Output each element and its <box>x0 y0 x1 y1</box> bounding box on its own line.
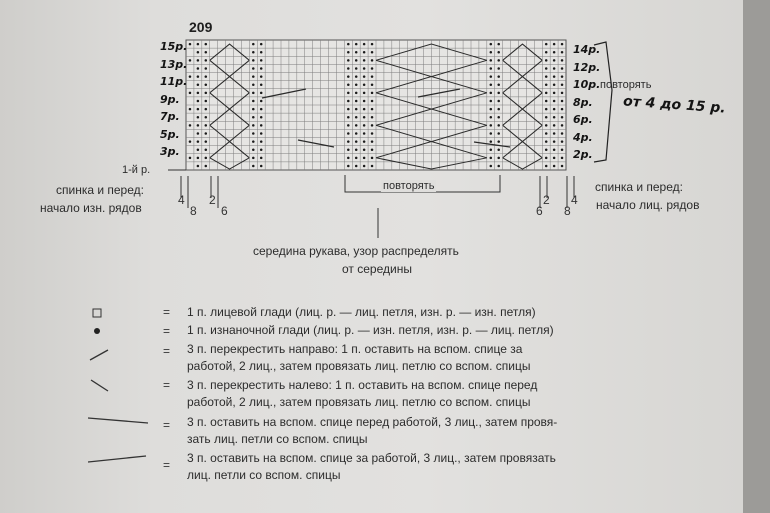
purl-dot <box>363 108 366 111</box>
purl-dot <box>553 148 556 151</box>
purl-dot <box>347 83 350 86</box>
purl-dot <box>205 75 208 78</box>
purl-dot <box>355 132 358 135</box>
purl-dot <box>260 108 263 111</box>
purl-dot <box>553 59 556 62</box>
purl-dot <box>490 100 493 103</box>
purl-dot <box>189 140 192 143</box>
purl-dot <box>363 124 366 127</box>
purl-dot <box>497 148 500 151</box>
purl-dot <box>189 108 192 111</box>
row-label-right: 2р. <box>573 148 593 161</box>
purl-dot <box>355 116 358 119</box>
purl-dot <box>252 124 255 127</box>
purl-dot <box>490 116 493 119</box>
purl-dot <box>260 92 263 95</box>
purl-dot <box>205 132 208 135</box>
row-label-right: 6р. <box>573 113 593 126</box>
left-number-4: 4 <box>178 193 185 207</box>
purl-dot <box>355 165 358 168</box>
dot-icon <box>94 328 100 334</box>
row-label-left: 7р. <box>160 110 180 123</box>
purl-dot <box>355 51 358 54</box>
purl-dot <box>260 59 263 62</box>
purl-dot <box>561 51 564 54</box>
purl-dot <box>561 108 564 111</box>
purl-dot <box>355 75 358 78</box>
purl-dot <box>553 116 556 119</box>
legend-text-3a: 3 п. перекрестить направо: 1 п. оставить на вспом. спице за <box>187 342 523 356</box>
purl-dot <box>553 124 556 127</box>
purl-dot <box>205 59 208 62</box>
legend-text-1: 1 п. лицевой глади (лиц. р. — лиц. петля, изн. р. — изн. петля) <box>187 305 536 319</box>
purl-dot <box>553 51 556 54</box>
purl-dot <box>371 100 374 103</box>
purl-dot <box>545 116 548 119</box>
purl-dot <box>205 108 208 111</box>
purl-dot <box>197 43 200 46</box>
purl-dot <box>252 132 255 135</box>
purl-dot <box>260 67 263 70</box>
right-number-4: 4 <box>571 193 578 207</box>
purl-dot <box>371 165 374 168</box>
purl-dot <box>197 100 200 103</box>
chart-number: 209 <box>189 19 213 35</box>
purl-dot <box>497 92 500 95</box>
purl-dot <box>252 59 255 62</box>
purl-dot <box>553 92 556 95</box>
purl-dot <box>490 148 493 151</box>
right-number-8: 8 <box>564 204 571 218</box>
purl-dot <box>363 67 366 70</box>
cross-right-3-icon <box>90 350 108 360</box>
center-caption-line-1: середина рукава, узор распределять <box>253 244 459 258</box>
purl-dot <box>545 148 548 151</box>
purl-dot <box>347 75 350 78</box>
purl-dot <box>490 75 493 78</box>
purl-dot <box>355 67 358 70</box>
purl-dot <box>553 157 556 160</box>
purl-dot <box>490 43 493 46</box>
purl-dot <box>561 83 564 86</box>
purl-dot <box>545 157 548 160</box>
purl-dot <box>205 140 208 143</box>
purl-dot <box>545 140 548 143</box>
purl-dot <box>197 67 200 70</box>
purl-dot <box>197 124 200 127</box>
purl-dot <box>490 165 493 168</box>
purl-dot <box>363 43 366 46</box>
purl-dot <box>189 59 192 62</box>
purl-dot <box>497 140 500 143</box>
row-label-right: 4р. <box>573 130 593 144</box>
purl-dot <box>252 116 255 119</box>
purl-dot <box>371 43 374 46</box>
purl-dot <box>260 132 263 135</box>
purl-dot <box>497 116 500 119</box>
row-label-right: 12р. <box>573 60 601 74</box>
purl-dot <box>260 124 263 127</box>
purl-dot <box>260 51 263 54</box>
purl-dot <box>371 116 374 119</box>
purl-dot <box>189 43 192 46</box>
row-label-left: 3р. <box>160 145 180 158</box>
purl-dot <box>497 51 500 54</box>
purl-dot <box>371 67 374 70</box>
purl-dot <box>260 157 263 160</box>
purl-dot <box>260 75 263 78</box>
purl-dot <box>490 83 493 86</box>
purl-dot <box>355 59 358 62</box>
purl-dot <box>252 140 255 143</box>
purl-dot <box>553 75 556 78</box>
cross-left-3-icon <box>91 380 108 391</box>
purl-dot <box>347 116 350 119</box>
purl-dot <box>497 165 500 168</box>
purl-dot <box>561 116 564 119</box>
purl-dot <box>347 148 350 151</box>
purl-dot <box>252 92 255 95</box>
purl-dot <box>553 132 556 135</box>
purl-dot <box>197 75 200 78</box>
purl-dot <box>561 67 564 70</box>
purl-dot <box>189 75 192 78</box>
purl-dot <box>347 140 350 143</box>
row-label-left: 13р. <box>160 57 188 71</box>
chart-grid <box>186 40 566 170</box>
purl-dot <box>490 51 493 54</box>
purl-dot <box>363 83 366 86</box>
row-label-left: 15р. <box>160 40 188 53</box>
left-caption-line-1: спинка и перед: <box>56 183 144 197</box>
purl-dot <box>497 67 500 70</box>
purl-dot <box>545 59 548 62</box>
purl-dot <box>545 124 548 127</box>
purl-dot <box>260 148 263 151</box>
purl-dot <box>205 67 208 70</box>
purl-dot <box>561 157 564 160</box>
purl-dot <box>497 132 500 135</box>
purl-dot <box>371 59 374 62</box>
purl-dot <box>355 157 358 160</box>
purl-dot <box>545 75 548 78</box>
purl-dot <box>260 140 263 143</box>
purl-dot <box>347 132 350 135</box>
purl-dot <box>260 100 263 103</box>
purl-dot <box>347 108 350 111</box>
purl-dot <box>561 59 564 62</box>
purl-dot <box>553 165 556 168</box>
purl-dot <box>371 83 374 86</box>
cable-back-6-icon <box>88 456 146 462</box>
purl-dot <box>355 100 358 103</box>
right-caption-line-2: начало лиц. рядов <box>596 198 700 212</box>
purl-dot <box>363 165 366 168</box>
purl-dot <box>561 75 564 78</box>
purl-dot <box>252 43 255 46</box>
purl-dot <box>205 157 208 160</box>
purl-dot <box>561 165 564 168</box>
purl-dot <box>347 124 350 127</box>
purl-dot <box>371 132 374 135</box>
legend-eq-6: = <box>163 458 171 472</box>
purl-dot <box>355 43 358 46</box>
left-caption-line-2: начало изн. рядов <box>40 201 142 215</box>
row-label-left: 5р. <box>160 127 180 141</box>
row-label-right: 8р. <box>573 95 593 109</box>
legend-text-2: 1 п. изнаночной глади (лиц. р. — изн. петля, изн. р. — лиц. петля) <box>187 323 554 337</box>
purl-dot <box>347 157 350 160</box>
purl-dot <box>347 51 350 54</box>
purl-dot <box>497 124 500 127</box>
legend-text-3b: работой, 2 лиц., затем провязать лиц. петлю со вспом. спицы <box>187 359 531 373</box>
purl-dot <box>545 51 548 54</box>
purl-dot <box>355 140 358 143</box>
purl-dot <box>252 100 255 103</box>
purl-dot <box>545 100 548 103</box>
legend-text-5a: 3 п. оставить на вспом. спице перед работой, 3 лиц., затем провя- <box>187 415 558 429</box>
purl-dot <box>189 157 192 160</box>
purl-dot <box>197 165 200 168</box>
purl-dot <box>490 157 493 160</box>
purl-dot <box>355 124 358 127</box>
purl-dot <box>363 140 366 143</box>
purl-dot <box>490 124 493 127</box>
purl-dot <box>561 43 564 46</box>
purl-dot <box>371 108 374 111</box>
purl-dot <box>197 108 200 111</box>
purl-dot <box>553 100 556 103</box>
purl-dot <box>260 116 263 119</box>
purl-dot <box>553 67 556 70</box>
purl-dot <box>561 148 564 151</box>
purl-dot <box>371 140 374 143</box>
purl-dot <box>197 59 200 62</box>
purl-dot <box>355 148 358 151</box>
purl-dot <box>205 148 208 151</box>
purl-dot <box>252 75 255 78</box>
purl-dot <box>252 83 255 86</box>
purl-dot <box>545 83 548 86</box>
purl-dot <box>252 157 255 160</box>
purl-dot <box>363 92 366 95</box>
purl-dot <box>197 157 200 160</box>
legend-text-6b: лиц. петли со вспом. спицы <box>187 468 341 482</box>
purl-dot <box>205 51 208 54</box>
purl-dot <box>260 83 263 86</box>
center-caption-line-2: от середины <box>342 262 412 276</box>
row-label-left: 9р. <box>160 92 180 106</box>
purl-dot <box>355 108 358 111</box>
purl-dot <box>363 51 366 54</box>
left-number-8: 8 <box>190 204 197 218</box>
purl-dot <box>347 100 350 103</box>
purl-dot <box>497 43 500 46</box>
purl-dot <box>197 148 200 151</box>
purl-dot <box>371 157 374 160</box>
purl-dot <box>197 116 200 119</box>
purl-dot <box>545 43 548 46</box>
purl-dot <box>371 148 374 151</box>
purl-dot <box>205 165 208 168</box>
purl-dot <box>347 92 350 95</box>
purl-dot <box>371 75 374 78</box>
purl-dot <box>561 92 564 95</box>
purl-dot <box>197 132 200 135</box>
purl-dot <box>553 140 556 143</box>
purl-dot <box>363 100 366 103</box>
purl-dot <box>371 124 374 127</box>
purl-dot <box>347 67 350 70</box>
purl-dot <box>553 83 556 86</box>
legend-text-6a: 3 п. оставить на вспом. спице за работой, 3 лиц., затем провязать <box>187 451 556 465</box>
row-label-right: 14р. <box>573 43 601 56</box>
purl-dot <box>197 92 200 95</box>
purl-dot <box>490 92 493 95</box>
purl-dot <box>545 132 548 135</box>
purl-dot <box>363 75 366 78</box>
legend-eq-3: = <box>163 344 171 358</box>
purl-dot <box>205 100 208 103</box>
repeat-right-label: повторять <box>600 79 652 91</box>
purl-dot <box>561 132 564 135</box>
purl-dot <box>371 51 374 54</box>
purl-dot <box>252 165 255 168</box>
left-number-6: 6 <box>221 204 228 218</box>
purl-dot <box>189 124 192 127</box>
right-number-6: 6 <box>536 204 543 218</box>
purl-dot <box>561 100 564 103</box>
square-icon <box>93 309 101 317</box>
purl-dot <box>252 67 255 70</box>
purl-dot <box>545 165 548 168</box>
purl-dot <box>561 140 564 143</box>
purl-dot <box>497 75 500 78</box>
purl-dot <box>561 124 564 127</box>
handwritten-note: от 4 до 15 р. <box>622 93 727 117</box>
purl-dot <box>490 67 493 70</box>
purl-dot <box>197 140 200 143</box>
row-label-left: 11р. <box>160 75 188 88</box>
purl-dot <box>252 148 255 151</box>
legend-symbols <box>88 306 198 486</box>
purl-dot <box>260 43 263 46</box>
legend-text-4a: 3 п. перекрестить налево: 1 п. оставить на вспом. спице перед <box>187 378 538 392</box>
purl-dot <box>497 157 500 160</box>
purl-dot <box>553 108 556 111</box>
legend-text-4b: работой, 2 лиц., затем провязать лиц. петлю со вспом. спицы <box>187 395 531 409</box>
purl-dot <box>490 108 493 111</box>
right-caption-line-1: спинка и перед: <box>595 180 683 194</box>
repeat-bottom-label: повторять <box>383 180 435 192</box>
purl-dot <box>553 43 556 46</box>
purl-dot <box>545 92 548 95</box>
cable-front-6-icon <box>88 418 148 423</box>
purl-dot <box>205 124 208 127</box>
legend-eq-5: = <box>163 418 171 432</box>
purl-dot <box>490 132 493 135</box>
purl-dot <box>252 51 255 54</box>
purl-dot <box>355 92 358 95</box>
first-row-label: 1-й р. <box>122 164 151 176</box>
legend-eq-2: = <box>163 324 171 338</box>
purl-dot <box>260 165 263 168</box>
purl-dot <box>197 83 200 86</box>
left-number-2: 2 <box>209 193 216 207</box>
purl-dot <box>363 59 366 62</box>
purl-dot <box>205 92 208 95</box>
purl-dot <box>490 140 493 143</box>
purl-dot <box>363 132 366 135</box>
purl-dot <box>252 108 255 111</box>
purl-dot <box>347 59 350 62</box>
purl-dot <box>497 108 500 111</box>
purl-dot <box>205 43 208 46</box>
legend-text-5b: зать лиц. петли со вспом. спицы <box>187 432 368 446</box>
right-number-2: 2 <box>543 193 550 207</box>
legend-eq-1: = <box>163 305 171 319</box>
purl-dot <box>497 83 500 86</box>
purl-dot <box>363 148 366 151</box>
purl-dot <box>205 116 208 119</box>
purl-dot <box>363 116 366 119</box>
purl-dot <box>189 92 192 95</box>
row-label-right: 10р. <box>573 78 601 91</box>
purl-dot <box>371 92 374 95</box>
purl-dot <box>545 108 548 111</box>
purl-dot <box>347 165 350 168</box>
purl-dot <box>197 51 200 54</box>
legend-eq-4: = <box>163 378 171 392</box>
purl-dot <box>347 43 350 46</box>
purl-dot <box>363 157 366 160</box>
purl-dot <box>205 83 208 86</box>
purl-dot <box>545 67 548 70</box>
purl-dot <box>490 59 493 62</box>
purl-dot <box>497 59 500 62</box>
purl-dot <box>497 100 500 103</box>
purl-dot <box>355 83 358 86</box>
